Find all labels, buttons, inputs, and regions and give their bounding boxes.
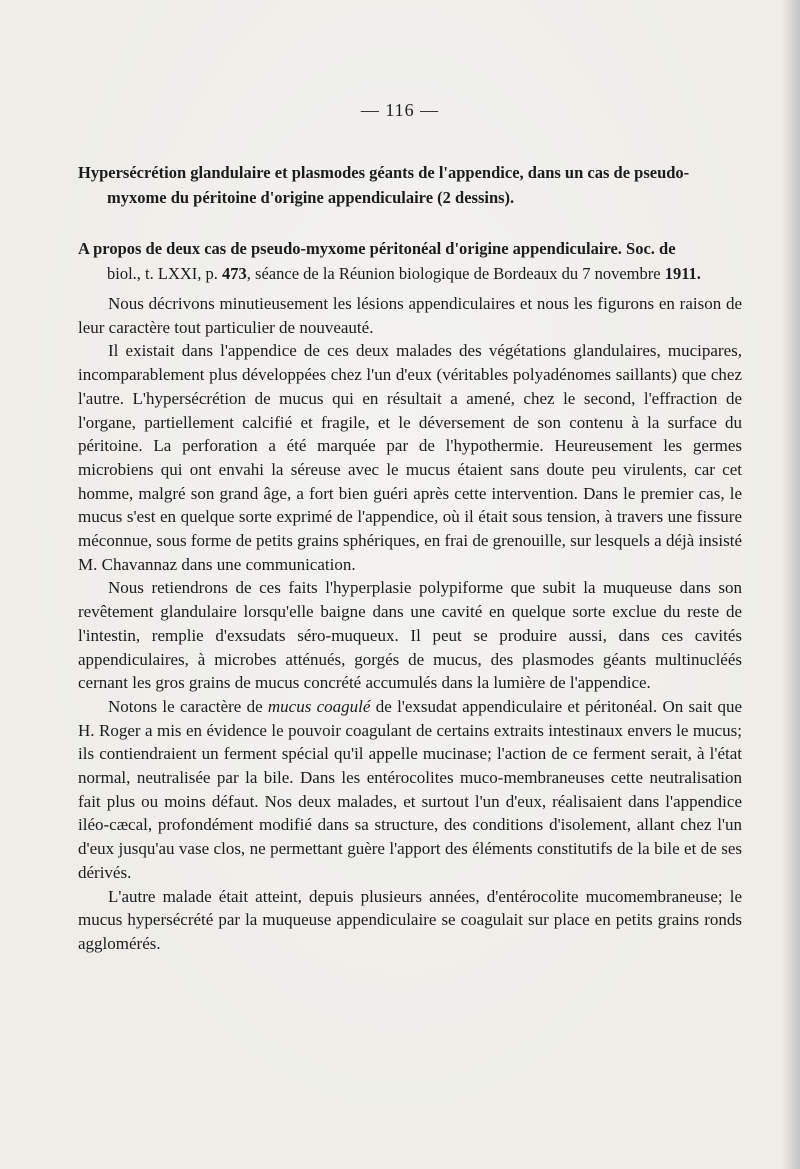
entry-title-2-line-1: A propos de deux cas de pseudo-myxome péritonéal d'origine appendiculaire. Soc. de xyxy=(78,239,676,258)
entry-title-1-line-2: myxome du péritoine d'origine appendiculaire (2 dessins). xyxy=(107,188,515,207)
paragraph-4-emphasis: mucus coagulé xyxy=(267,696,371,716)
paragraph-1: Nous décrivons minutieusement les lésions appendiculaires et nous les figurons en raison de leur caractère tout particulier de nouveauté. xyxy=(78,294,742,337)
paragraph-4-start: Notons le caractère de xyxy=(108,696,268,716)
entry-title-1-line-1: Hypersécrétion glandulaire et plasmodes géants de l'appendice, dans un cas de pseudo- xyxy=(78,163,690,182)
entry-title-2 xyxy=(78,236,743,286)
entry-title-2-page: 473 xyxy=(222,264,247,283)
entry-title-1 xyxy=(78,160,743,210)
paragraph-5: L'autre malade était atteint, depuis plusieurs années, d'entérocolite mucomembraneuse; le mucus hypersécrété par la muqueuse appendiculaire se coagulait sur place en petits grains ronds agglomérés. xyxy=(78,886,742,953)
entry-title-2-session: , séance de la Réunion biologique de Bordeaux du 7 novembre xyxy=(246,264,665,283)
paragraph-2: Il existait dans l'appendice de ces deux malades des végétations glandulaires, mucipares, incomparablement plus développées chez l'un d'eux (véritables polyadénomes saillants) que chez l'autre. L'hypersécrétion de mucus qui en résultait a amené, chez le second, l'effraction de l'organe, partiellement calcifié et fragile, et le déversement de son contenu à la surface du péritoine. La perforation a été marquée par de l'hypothermie. Heureusement les germes microbiens qui ont envahi la séreuse avec le mucus étaient sans doute peu virulents, car cet homme, malgré son grand âge, a fort bien guéri après cette intervention. Dans le premier cas, le mucus s'est en quelque sorte exprimé de l'appendice, où il était sous tension, à travers une fissure méconnue, sous forme de petits grains sphériques, en frai de grenouille, sur lesquels a déjà insisté M. Chavannaz dans une communication. xyxy=(78,341,742,574)
entry-title-2-citation: biol., t. LXXI, p. xyxy=(107,264,223,283)
paragraph-4 xyxy=(78,695,742,885)
page-number: — 116 — xyxy=(360,100,440,120)
page-edge-shadow xyxy=(782,0,800,1169)
body-text xyxy=(78,292,742,956)
paragraph-4-rest: de l'exsudat appendiculaire et péritonéal. On sait que H. Roger a mis en évidence le pouvoir coagulant de certains extraits intestinaux envers le mucus; ils contiendraient un ferment spécial qu'il appelle mucinase; l'action de ce ferment serait, à l'état normal, neutralisée par la bile. Dans les entérocolites muco-membraneuses cette neutralisation fait plus ou moins défaut. Nos deux malades, et surtout l'un d'eux, réalisaient dans l'appendice iléo-cæcal, profondément modifié dans sa structure, des conditions d'isolement, allant chez l'un d'eux jusqu'au vase clos, ne permettant guère l'apport des éléments constitutifs de la bile et de ses dérivés. xyxy=(78,696,742,882)
paragraph-3: Nous retiendrons de ces faits l'hyperplasie polypiforme que subit la muqueuse dans son revêtement glandulaire lorsqu'elle baigne dans une cavité en quelque sorte exclue du reste de l'intestin, remplie d'exsudats séro-muqueux. Il peut se produire aussi, dans ces cavités appendiculaires, à microbes atténués, gorgés de mucus, des plasmodes géants multinucléés cernant les gros grains de mucus concrété accumulés dans la lumière de l'appendice. xyxy=(78,578,742,693)
entry-title-2-year: 1911. xyxy=(664,264,701,283)
entry-title-2-line-2 xyxy=(78,261,743,286)
